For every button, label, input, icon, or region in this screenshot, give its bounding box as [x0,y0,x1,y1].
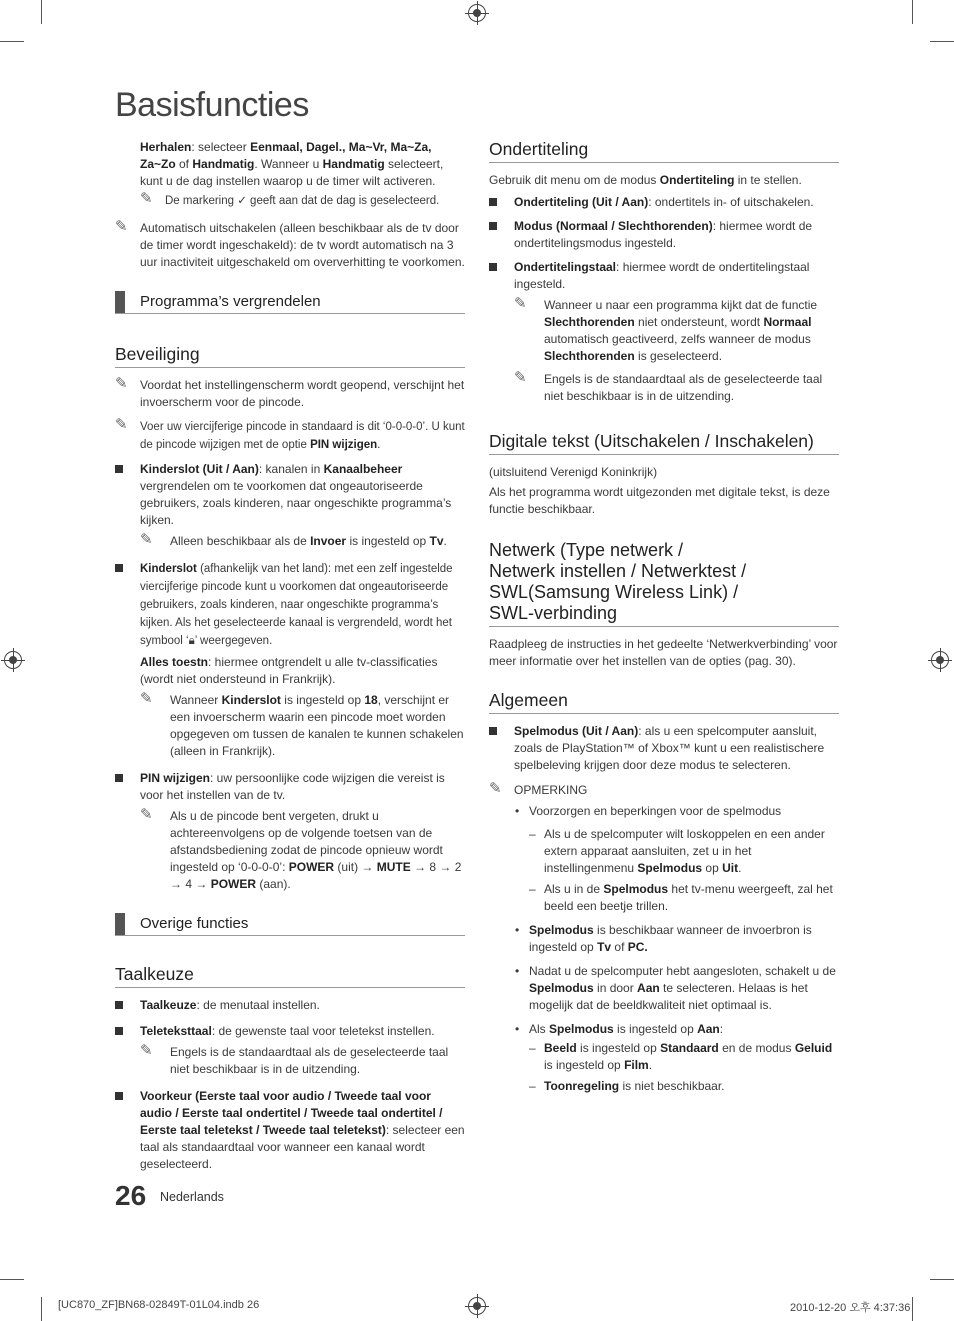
registration-mark-icon [4,651,22,669]
crop-mark [912,0,913,24]
pencil-note-icon: ✎ [115,375,128,392]
kinderslot-item: Kinderslot (Uit / Aan): kanalen in Kanaalbeheer vergrendelen om te voorkomen dat ongeautoriseerde gebruikers, zoals kinderen, naar ongeschikte programma’s kijken. ✎ Alleen beschikbaar als de Invoer is ingesteld op Tv. [115,461,465,550]
heading-ondertiteling: Ondertiteling [489,139,839,163]
subheading-programma-vergrendelen: Programma’s vergrendelen [115,291,465,314]
list-item: • Spelmodus is beschikbaar wanneer de invoerbron is ingesteld op Tv of PC. [515,923,812,954]
digitale-text: Als het programma wordt uitgezonden met digitale tekst, is deze functie beschikbaar. [489,485,830,516]
crop-mark [912,1297,913,1321]
pencil-note-icon: ✎ [514,369,527,386]
bullet-square-icon [489,222,497,230]
footer-language: Nederlands [160,1190,224,1204]
bullet-square-icon [489,727,497,735]
beveiliging-note-1: ✎ Voordat het instellingenscherm wordt geopend, verschijnt het invoerscherm voor de pincode. [115,375,465,409]
herhalen-note: ✎ De markering ✓ geeft aan dat de dag is geselecteerd. [140,190,440,207]
list-item: – Beeld is ingesteld op Standaard en de modus Geluid is ingesteld op Film. [529,1041,833,1072]
heading-netwerk: Netwerk (Type netwerk / Netwerk instellen / Netwerktest / SWL(Samsung Wireless Link) / SWL-verbinding [489,540,839,627]
pencil-note-icon: ✎ [514,295,527,312]
digitale-region: (uitsluitend Verenigd Koninkrijk) [489,465,658,479]
teleteksttaal-note: ✎ Engels is de standaardtaal als de geselecteerde taal niet beschikbaar is in de uitzending. [140,1042,449,1076]
crop-mark [0,1279,24,1280]
bullet-square-icon [115,774,123,782]
bullet-square-icon [115,1001,123,1009]
beveiliging-note-2: ✎ Voer uw viercijferige pincode in standaard is dit ‘0-0-0-0’. U kunt de pincode wijzigen met de optie PIN wijzigen. [115,416,465,451]
bullet-square-icon [489,263,497,271]
list-item: – Toonregeling is niet beschikbaar. [529,1079,725,1093]
list-item: • Voorzorgen en beperkingen voor de spelmodus [515,804,782,818]
bullet-square-icon [115,564,123,572]
heading-algemeen: Algemeen [489,690,839,714]
bullet-square-icon [115,1027,123,1035]
ondertitelingstaal-note-1: ✎ Wanneer u naar een programma kijkt dat de functie Slechthorenden niet ondersteunt, wordt Normaal automatisch geactiveerd, zelfs wanneer de modus Slechthorenden is geselecteerd. [514,295,818,363]
ondertiteling-item: Ondertiteling (Uit / Aan): ondertitels in- of uitschakelen. [489,194,839,211]
pencil-note-icon: ✎ [115,416,128,433]
voorkeur-item: Voorkeur (Eerste taal voor audio / Tweede taal voor audio / Eerste taal ondertitel / Tweede taal ondertitel / Eerste taal teletekst / Tweede taal teletekst): selecteer een taal als standaardtaal voor wanneer een kanaal wordt geselecteerd. [115,1088,465,1173]
heading-beveiliging: Beveiliging [115,344,465,368]
list-item: • Nadat u de spelcomputer hebt aangesloten, schakelt u de Spelmodus in door Aan te selecteren. Helaas is het mogelijk dat de beeldkwaliteit niet optimaal is. [515,964,836,1012]
registration-mark-icon [468,1297,486,1315]
bullet-square-icon [489,198,497,206]
crop-mark [0,41,24,42]
footer-timestamp: 2010-12-20 오후 4:37:36 [790,1302,911,1314]
pencil-note-icon: ✎ [140,806,153,823]
opmerking-label: ✎ OPMERKING [489,780,588,797]
pin-wijzigen-note: ✎ Als u de pincode bent vergeten, drukt u achtereenvolgens op de volgende toetsen van de afstandsbediening zodat de pincode opnieuw wordt ingesteld op ‘0-0-0-0’: POWER (uit) → MUTE → 8 → 2 → 4 → POWER (aan). [140,806,462,891]
lock-icon: 🔒︎ [188,635,195,647]
auto-off-note: ✎ Automatisch uitschakelen (alleen beschikbaar als de tv door de timer wordt ingeschakeld): de tv wordt automatisch na 3 uur inactiviteit uitgeschakeld om oververhitting te voorkomen. [115,218,465,269]
subheading-overige-functies: Overige functies [115,913,465,936]
list-item: • Als Spelmodus is ingesteld op Aan: [515,1022,724,1036]
pencil-note-icon: ✎ [140,1042,153,1059]
pencil-note-icon: ✎ [489,780,502,797]
alles-toestn-note: ✎ Wanneer Kinderslot is ingesteld op 18, verschijnt er een invoerscherm waarin een pincode moet worden opgegeven om tussen de kanalen te kunnen schakelen (alleen in Frankrijk). [140,690,464,758]
registration-mark-icon [931,651,949,669]
bullet-square-icon [115,1092,123,1100]
modus-item: Modus (Normaal / Slechthorenden): hiermee wordt de ondertitelingsmodus ingesteld. [489,218,839,252]
heading-taalkeuze: Taalkeuze [115,964,465,988]
registration-mark-icon [468,4,486,22]
herhalen-item: Herhalen: selecteer Eenmaal, Dagel., Ma~Vr, Ma~Za, Za~Zo of Handmatig. Wanneer u Handmatig selecteert, kunt u de dag instellen waarop u de timer wilt activeren. ✎ De markering ✓ geeft aan dat de dag is geselecteerd. [115,139,465,210]
netwerk-text: Raadpleeg de instructies in het gedeelte ‘Netwerkverbinding’ voor meer informatie over het instellen van de opties (pag. 30). [489,637,838,668]
heading-digitale-tekst: Digitale tekst (Uitschakelen / Inschakelen) [489,431,839,455]
pencil-note-icon: ✎ [140,531,153,548]
page-title: Basisfuncties [115,86,309,124]
spelmodus-item: Spelmodus (Uit / Aan): als u een spelcomputer aansluit, zoals de PlayStation™ of Xbox™ kunt u een realistischere spelbeleving krijgen door deze modus te selecteren. [489,723,839,774]
bullet-square-icon [115,465,123,473]
teleteksttaal-item: Teleteksttaal: de gewenste taal voor teletekst instellen. ✎ Engels is de standaardtaal als de geselecteerde taal niet beschikbaar is in de uitzending. [115,1023,465,1078]
left-column [115,139,465,1180]
pin-wijzigen-item: PIN wijzigen: uw persoonlijke code wijzigen die vereist is voor het instellen van de tv. ✎ Als u de pincode bent vergeten, drukt u achtereenvolgens op de volgende toetsen van de afstandsbediening zodat de pincode opnieuw wordt ingesteld op ‘0-0-0-0’: POWER (uit) → MUTE → 8 → 2 → 4 → POWER (aan). [115,770,465,893]
right-column: Ondertiteling Gebruik dit menu om de modus Ondertiteling in te stellen. Ondertiteling (Uit / Aan): ondertitels in- of uitschakelen. Modus (Normaal / Slechthorenden): hiermee wordt de ondertitelingsmodus ingesteld. Ondertitelingstaal: hiermee wordt de ondertitelingstaal ingesteld. ✎ Wanneer u naar een programma kijkt dat de functie Slechthorenden niet ondersteunt, wordt Normaal automatisch geactiveerd, zelfs wanneer de modus Slechthorenden is geselecteerd. ✎ Engels is de standaardtaal als de geselecteerde taal niet beschikbaar is in de uitzending. Digitale tekst (Uitschakelen / Inschakelen) (uitsluitend Verenigd Koninkrijk) Als het programma wordt uitgezonden met digitale tekst, is deze functie beschikbaar. Netwerk (Type netwerk / Netwerk instellen / Netwerktest / SWL(Samsung Wireless Link) / SWL-verbinding Raadpleeg de instructies in het gedeelte ‘Netwerkverbinding’ voor meer informatie over het instellen van de opties (pag. 30). Algemeen Spelmodus (Uit / Aan): als u een spelcomputer aansluit, zoals de PlayStation™ of Xbox™ kunt u een realistischere spelbeleving krijgen door deze modus te selecteren. ✎ OPMERKING • Voorzorgen en beperkingen voor de spelmodus – Als u de spelcomputer wilt loskoppelen en een ander extern apparaat aansluiten, zet u in het instellingenmenu Spelmodus op Uit. – Als u in de Spelmodus het tv-menu weergeeft, zal het beeld een beetje trillen. • Spelmodus is beschikbaar wanneer de invoerbron is ingesteld op Tv of PC. • Nadat u de spelcomputer hebt aangesloten, schakelt u de Spelmodus in door Aan te selecteren. Helaas is het mogelijk dat de beeldkwaliteit niet optimaal is. • Als Spelmodus is ingesteld op Aan: – Beeld is ingesteld op Standaard en de modus Geluid is ingesteld op Film. – Toonregeling is niet beschikbaar. [489,139,838,1093]
crop-mark [41,1297,42,1321]
ondertitelingstaal-note-2: ✎ Engels is de standaardtaal als de geselecteerde taal niet beschikbaar is in de uitzending. [514,369,823,403]
footer-file: [UC870_ZF]BN68-02849T-01L04.indb 26 [58,1299,260,1311]
pencil-note-icon: ✎ [140,690,153,707]
crop-mark [930,41,954,42]
taalkeuze-item: Taalkeuze: de menutaal instellen. [115,997,465,1014]
pencil-note-icon: ✎ [115,218,128,235]
kinderslot-note: ✎ Alleen beschikbaar als de Invoer is ingesteld op Tv. [140,531,447,548]
list-item: – Als u de spelcomputer wilt loskoppelen en een ander extern apparaat aansluiten, zet u in het instellingenmenu Spelmodus op Uit. [529,827,825,875]
page-number: 26 [115,1180,147,1211]
crop-mark [930,1279,954,1280]
pencil-note-icon: ✎ [140,190,153,207]
kinderslot-country-item: Kinderslot (afhankelijk van het land): met een zelf ingestelde viercijferige pincode kunt u voorkomen dat ongeautoriseerde gebruikers, zoals kinderen, naar ongeschikte programma’s kijken. Als het geselecteerde kanaal is vergrendeld, wordt het symbool ‘🔒︎’ weergegeven. Alles toestn: hiermee ontgrendelt u alle tv-classificaties (wordt niet ondersteund in Frankrijk). ✎ Wanneer Kinderslot is ingesteld op 18, verschijnt er een invoerscherm waarin een pincode moet worden opgegeven om tussen de kanalen te kunnen schakelen (alleen in Frankrijk). [115,560,465,760]
list-item: – Als u in de Spelmodus het tv-menu weergeeft, zal het beeld een beetje trillen. [529,882,833,913]
crop-mark [41,0,42,24]
ondertitelingstaal-item: Ondertitelingstaal: hiermee wordt de ondertitelingstaal ingesteld. ✎ Wanneer u naar een programma kijkt dat de functie Slechthorenden niet ondersteunt, wordt Normaal automatisch geactiveerd, zelfs wanneer de modus Slechthorenden is geselecteerd. ✎ Engels is de standaardtaal als de geselecteerde taal niet beschikbaar is in de uitzending. [489,259,839,405]
